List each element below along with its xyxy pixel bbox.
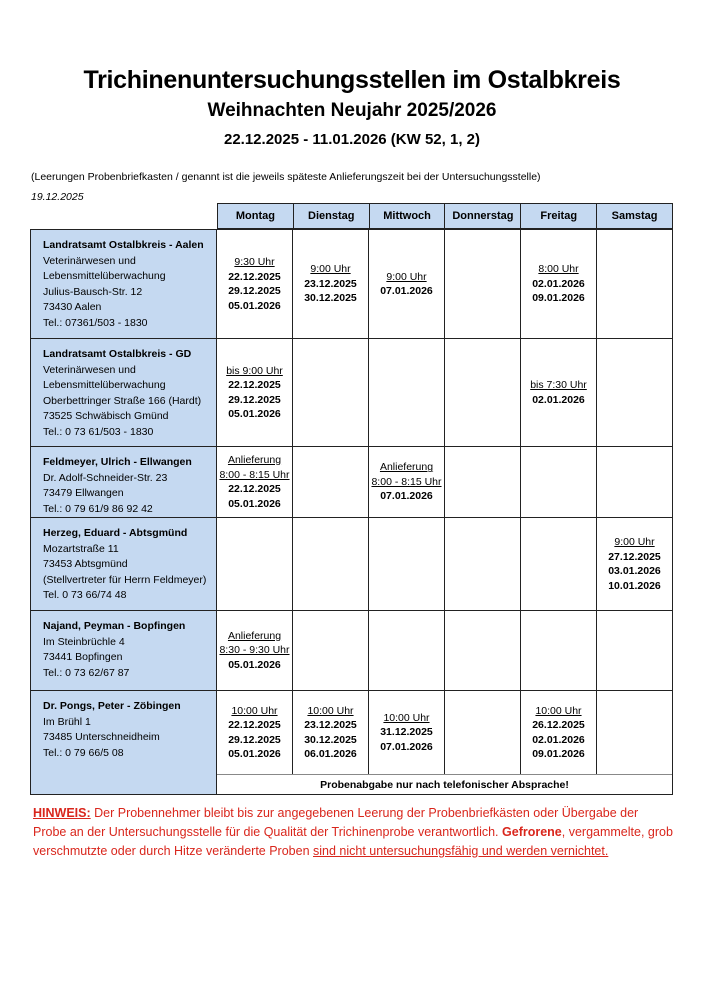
day-header-monday: Montag <box>218 204 294 228</box>
location-line: Tel.: 0 73 62/67 87 <box>43 666 130 679</box>
cell-wednesday <box>369 518 445 610</box>
cell-tuesday <box>293 518 369 610</box>
cell-friday <box>521 339 597 446</box>
hint-label: HINWEIS: <box>33 806 91 820</box>
location-line: Mozartstraße 11 <box>43 542 119 555</box>
pickup-date: 05.01.2026 <box>228 658 281 671</box>
pickup-time: 8:30 - 9:30 Uhr <box>219 644 290 657</box>
pickup-date: 07.01.2026 <box>380 740 433 753</box>
location-line: Dr. Adolf-Schneider-Str. 23 <box>43 471 168 484</box>
cell-monday <box>217 518 293 610</box>
cell-tuesday <box>293 230 369 338</box>
table-row <box>31 338 672 446</box>
location-name: Landratsamt Ostalbkreis - Aalen <box>43 239 204 251</box>
cell-tuesday <box>293 447 369 517</box>
pickup-time: Anlieferung <box>227 629 282 642</box>
cell-saturday <box>597 230 672 338</box>
pickup-time: Anlieferung <box>227 454 282 466</box>
pickup-date: 23.12.2025 <box>304 277 357 290</box>
day-header-tuesday: Dienstag <box>294 204 370 228</box>
cell-friday <box>521 518 597 610</box>
pickup-time: Anlieferung <box>379 461 434 474</box>
pickup-date: 02.01.2026 <box>532 277 585 290</box>
location-line: 73441 Bopfingen <box>43 651 123 663</box>
cell-monday <box>217 230 293 338</box>
pickup-date: 22.12.2025 <box>228 483 281 495</box>
cell-wednesday <box>369 611 445 690</box>
pickup-time: 9:00 Uhr <box>386 270 427 283</box>
pickup-time: 10:00 Uhr <box>307 704 354 717</box>
location-line: Lebensmittelüberwachung <box>43 379 166 391</box>
location-cell <box>31 339 217 446</box>
pickup-date: 07.01.2026 <box>380 285 433 297</box>
cell-monday <box>217 339 293 446</box>
location-name: Feldmeyer, Ulrich - Ellwangen <box>43 456 192 468</box>
pickup-date: 29.12.2025 <box>228 285 281 297</box>
pickup-date: 05.01.2026 <box>228 408 281 420</box>
location-line: (Stellvertreter für Herrn Feldmeyer) <box>43 573 207 586</box>
pickup-time: 9:30 Uhr <box>234 256 275 268</box>
pickup-date: 31.12.2025 <box>380 726 433 739</box>
pickup-date: 09.01.2026 <box>532 292 585 305</box>
pickup-date: 23.12.2025 <box>304 719 357 731</box>
location-line: 73479 Ellwangen <box>43 487 124 499</box>
location-line: 73453 Abtsgmünd <box>43 558 128 570</box>
pickup-time: 10:00 Uhr <box>231 704 278 717</box>
cell-friday <box>521 230 597 338</box>
location-line: Julius-Bausch-Str. 12 <box>43 285 143 298</box>
location-line: 73485 Unterschneidheim <box>43 731 160 743</box>
cell-wednesday <box>369 230 445 338</box>
cell-monday <box>217 691 293 774</box>
hint-bold: Gefrorene <box>502 825 562 839</box>
location-cell <box>31 230 217 338</box>
day-header-friday: Freitag <box>521 204 597 228</box>
cell-saturday <box>597 339 672 446</box>
location-line: Tel.: 0 73 61/503 - 1830 <box>43 425 154 438</box>
pickup-date: 05.01.2026 <box>228 748 281 760</box>
pickup-time: 8:00 - 8:15 Uhr <box>371 475 442 488</box>
cell-wednesday <box>369 339 445 446</box>
pickup-time: 8:00 - 8:15 Uhr <box>219 468 290 481</box>
page-subtitle: Weihnachten Neujahr 2025/2026 <box>207 100 497 121</box>
cell-friday <box>521 691 597 774</box>
table-row <box>31 229 672 338</box>
day-header-thursday: Donnerstag <box>445 204 521 228</box>
cell-tuesday <box>293 691 369 774</box>
location-line: Im Brühl 1 <box>43 715 91 728</box>
location-name: Dr. Pongs, Peter - Zöbingen <box>43 700 181 712</box>
pickup-time: 8:00 Uhr <box>538 263 579 276</box>
table-row <box>31 446 672 517</box>
location-line: Tel. 0 73 66/74 48 <box>43 589 127 601</box>
location-line: Im Steinbrüchle 4 <box>43 635 125 648</box>
remark-row: Probenabgabe nur nach telefonischer Absprache! <box>217 774 672 794</box>
cell-thursday <box>445 611 521 690</box>
location-line: Tel.: 0 79 61/9 86 92 42 <box>43 502 153 515</box>
cell-tuesday <box>293 339 369 446</box>
cell-saturday <box>597 691 672 774</box>
table-row <box>31 610 672 690</box>
pickup-time: 9:00 Uhr <box>310 263 351 276</box>
table-row <box>31 517 672 610</box>
cell-saturday <box>597 447 672 517</box>
pickup-date: 27.12.2025 <box>608 550 661 563</box>
location-line: Lebensmittelüberwachung <box>43 270 166 282</box>
pickup-time: bis 9:00 Uhr <box>226 364 283 377</box>
hint-text: Der Probennehmer bleibt bis zur angegebenen Leerung der Probenbriefkästen oder Übergabe der Probe an der Untersuchungsstelle für die Qualität der Trichinenprobe verantwortlich. <box>33 806 639 839</box>
cell-friday <box>521 611 597 690</box>
location-line: Oberbettringer Straße 166 (Hardt) <box>43 394 202 407</box>
pickup-date: 22.12.2025 <box>228 719 281 731</box>
pickup-date: 07.01.2026 <box>380 490 433 503</box>
pickup-time: 9:00 Uhr <box>614 536 655 548</box>
location-cell <box>31 691 217 794</box>
hint-underlined: sind nicht untersuchungsfähig und werden vernichtet. <box>313 844 609 858</box>
pickup-date: 26.12.2025 <box>532 719 585 731</box>
cell-tuesday <box>293 611 369 690</box>
cell-thursday <box>445 230 521 338</box>
pickup-date: 02.01.2026 <box>532 393 585 406</box>
location-cell <box>31 611 217 690</box>
pickup-date: 09.01.2026 <box>532 748 585 760</box>
cell-thursday <box>445 691 521 774</box>
location-line: Veterinärwesen und <box>43 363 136 376</box>
pickup-date: 30.12.2025 <box>304 292 357 305</box>
cell-saturday <box>597 518 672 610</box>
day-header-saturday: Samstag <box>611 210 658 222</box>
cell-friday <box>521 447 597 517</box>
location-cell <box>31 518 217 610</box>
location-line: Veterinärwesen und <box>43 254 136 267</box>
pickup-date: 06.01.2026 <box>304 748 357 760</box>
pickup-date: 22.12.2025 <box>228 379 281 391</box>
pickup-date: 22.12.2025 <box>228 270 281 283</box>
location-name: Landratsamt Ostalbkreis - GD <box>43 348 192 360</box>
location-line: Tel.: 07361/503 - 1830 <box>43 316 148 329</box>
pickup-date: 05.01.2026 <box>228 497 281 510</box>
cell-thursday <box>445 339 521 446</box>
pickup-date: 29.12.2025 <box>228 393 281 406</box>
pickup-time: 10:00 Uhr <box>535 704 582 717</box>
cell-wednesday <box>369 447 445 517</box>
cell-wednesday <box>369 691 445 774</box>
location-line: 73430 Aalen <box>43 301 102 313</box>
day-header-wednesday: Mittwoch <box>370 204 446 228</box>
location-cell <box>31 447 217 517</box>
pickup-date: 03.01.2026 <box>608 565 661 577</box>
pickup-time: 10:00 Uhr <box>383 711 430 724</box>
cell-thursday <box>445 447 521 517</box>
location-name: Herzeg, Eduard - Abtsgmünd <box>43 527 188 539</box>
hint-text-2: , vergammelte, grob verschmutzte oder durch Hitze veränderte Proben <box>33 825 673 858</box>
cell-thursday <box>445 518 521 610</box>
pickup-date: 10.01.2026 <box>608 579 661 592</box>
pickup-date: 02.01.2026 <box>532 733 585 746</box>
location-name: Najand, Peyman - Bopfingen <box>43 620 186 632</box>
location-line: 73525 Schwäbisch Gmünd <box>43 410 169 422</box>
page-title: Trichinenuntersuchungsstellen im Ostalbkreis <box>83 66 621 94</box>
weekday-header <box>217 203 673 229</box>
issue-date: 19.12.2025 <box>31 191 84 203</box>
pickup-date: 29.12.2025 <box>228 733 281 746</box>
period: 22.12.2025 - 11.01.2026 (KW 52, 1, 2) <box>223 131 480 148</box>
cell-monday <box>217 447 293 517</box>
hint-notice <box>33 804 673 861</box>
pickup-time: bis 7:30 Uhr <box>530 379 587 391</box>
pickup-date: 30.12.2025 <box>304 733 357 746</box>
location-line: Tel.: 0 79 66/5 08 <box>43 746 124 759</box>
intro-note: (Leerungen Probenbriefkasten / genannt ist die jeweils späteste Anlieferungszeit bei der Untersuchungsstelle) <box>31 171 541 183</box>
cell-monday <box>217 611 293 690</box>
pickup-date: 05.01.2026 <box>228 299 281 312</box>
table-row <box>31 690 672 794</box>
cell-saturday <box>597 611 672 690</box>
schedule-table <box>30 229 673 795</box>
